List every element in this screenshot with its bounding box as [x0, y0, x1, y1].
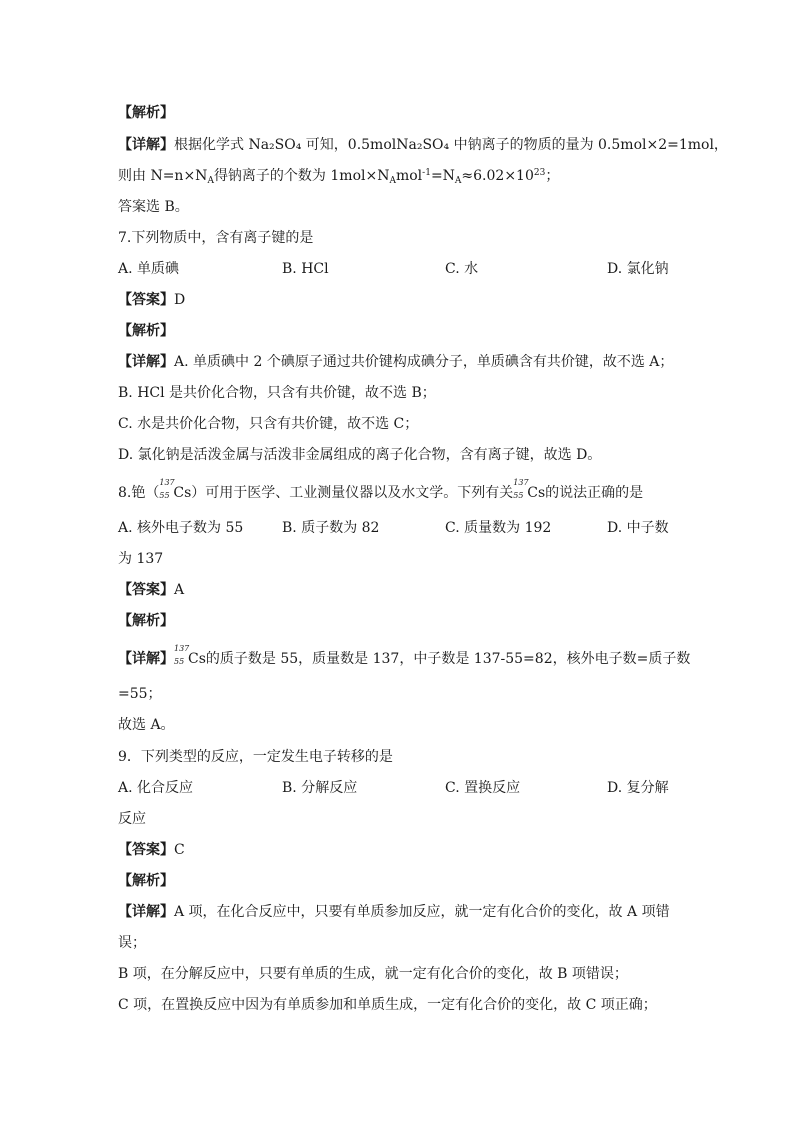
formula-sub: A	[389, 176, 396, 186]
question-9-analysis	[118, 871, 678, 891]
analysis-tag: 【解析】	[118, 105, 174, 121]
nuclide-cs	[174, 644, 206, 669]
question-8	[118, 478, 678, 503]
question-text: ）可用于医学、工业测量仪器以及水文学。下列有关	[191, 485, 514, 501]
analysis-tag: 【解析】	[118, 873, 174, 889]
detail-line	[118, 135, 728, 155]
answer-value: C	[174, 842, 185, 858]
formula-text: 则由 N=n×N	[118, 168, 208, 184]
answer-tag: 【答案】	[118, 292, 174, 308]
question-9-detail-3: C 项，在置换反应中因为有单质参加和单质生成，一定有化合价的变化，故 C 项正确；	[118, 997, 657, 1013]
option-a: A. 单质碘	[118, 261, 180, 277]
option-a: A. 核外电子数为 55	[118, 520, 244, 536]
mass-number: 137	[513, 478, 529, 487]
analysis-tag: 【解析】	[118, 613, 174, 629]
atomic-number: 55	[174, 657, 185, 666]
question-7-detail-3: C. 水是共价化合物，只含有共价键，故不选 C；	[118, 416, 419, 432]
element-symbol: Cs	[188, 651, 206, 667]
formula-sub: A	[454, 176, 462, 186]
detail-line-formula	[118, 166, 678, 186]
answer-tag: 【答案】	[118, 582, 174, 598]
option-b: B. HCl	[282, 261, 329, 277]
option-d: D. 中子数	[607, 520, 669, 536]
question-8-options-cont: 为 137	[118, 551, 164, 567]
answer-tag: 【答案】	[118, 842, 174, 858]
mass-number: 137	[174, 644, 190, 653]
nuclide-cs	[159, 478, 192, 503]
question-9-detail-1	[118, 902, 678, 922]
question-9-answer	[118, 840, 678, 860]
option-c: C. 置换反应	[445, 780, 521, 796]
question-8-detail-1	[118, 644, 691, 669]
answer-choice-line: 答案选 B。	[118, 199, 189, 215]
question-8-answer	[118, 580, 678, 600]
question-7-detail-2: B. HCl 是共价化合物，只含有共价键，故不选 B；	[118, 385, 436, 401]
analysis-heading	[118, 103, 678, 123]
question-7-analysis	[118, 321, 678, 341]
answer-value: A	[174, 582, 185, 598]
formula-text: 得钠离子的个数为 1mol×N	[213, 168, 390, 184]
nuclide-cs	[513, 478, 546, 503]
element-symbol: Cs	[173, 485, 192, 501]
question-9: 9．下列类型的反应，一定发生电子转移的是	[118, 749, 393, 765]
detail-tag: 【详解】	[118, 354, 174, 370]
atomic-number: 55	[513, 491, 524, 500]
detail-tag: 【详解】	[118, 137, 174, 153]
formula-sup: -1	[422, 168, 431, 178]
formula-sup: 23	[533, 168, 546, 178]
formula-text: ≈6.02×10	[461, 168, 534, 184]
element-symbol: Cs	[527, 485, 546, 501]
formula-text: =N	[430, 168, 455, 184]
question-7-detail-4: D. 氯化钠是活泼金属与活泼非金属组成的离子化合物，含有离子键，故选 D。	[118, 447, 602, 463]
question-8-detail-3: 故选 A。	[118, 717, 175, 733]
detail-text: 的质子数是 55，质量数是 137，中子数是 137-55=82，核外电子数=质子数	[205, 651, 691, 667]
question-8-detail-2: =55；	[118, 686, 162, 702]
option-c: C. 水	[445, 261, 479, 277]
question-8-analysis	[118, 611, 678, 631]
question-7-answer	[118, 290, 678, 310]
atomic-number: 55	[159, 491, 170, 500]
detail-text: 根据化学式 Na₂SO₄ 可知，0.5molNa₂SO₄ 中钠离子的物质的量为 0.5mol×2=1mol，	[174, 137, 728, 153]
formula-text: mol	[395, 168, 423, 184]
answer-value: D	[174, 292, 186, 308]
question-text: 8.铯（	[118, 485, 160, 501]
detail-text: A 项，在化合反应中，只要有单质参加反应，就一定有化合价的变化，故 A 项错	[174, 904, 670, 920]
analysis-tag: 【解析】	[118, 323, 174, 339]
option-c: C. 质量数为 192	[445, 520, 552, 536]
detail-tag: 【详解】	[118, 651, 174, 667]
mass-number: 137	[159, 478, 175, 487]
detail-text: A. 单质碘中 2 个碘原子通过共价键构成碘分子，单质碘含有共价键，故不选 A；	[174, 354, 674, 370]
question-9-detail-2: B 项，在分解反应中，只要有单质的生成，就一定有化合价的变化，故 B 项错误；	[118, 966, 628, 982]
option-b: B. 质子数为 82	[282, 520, 380, 536]
question-7: 7.下列物质中，含有离子键的是	[118, 230, 314, 246]
option-a: A. 化合反应	[118, 780, 194, 796]
formula-text: ；	[545, 168, 560, 184]
formula-sub: A	[207, 176, 214, 186]
detail-tag: 【详解】	[118, 904, 174, 920]
option-d: D. 复分解	[607, 780, 669, 796]
option-b: B. 分解反应	[282, 780, 358, 796]
question-9-options-cont: 反应	[118, 811, 146, 827]
option-d: D. 氯化钠	[607, 261, 669, 277]
question-7-detail-1	[118, 352, 678, 372]
question-text: 的说法正确的是	[545, 485, 644, 501]
question-9-detail-1b: 误；	[118, 935, 146, 951]
